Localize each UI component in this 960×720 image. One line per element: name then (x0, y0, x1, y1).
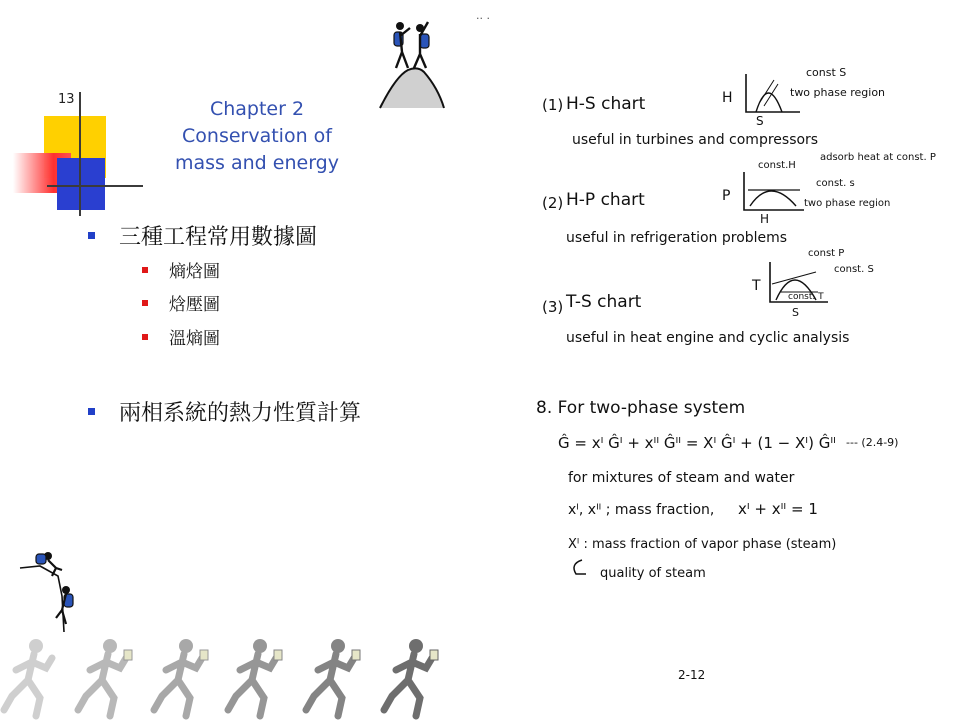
deco-blue-block (57, 158, 105, 210)
rope-climbers-icon (18, 546, 80, 632)
bullet-sub-2 (142, 290, 220, 315)
bullet-main-2 (88, 396, 361, 427)
title-line-2: Conservation of (182, 125, 332, 147)
note-2-desc: useful in refrigeration problems (566, 230, 788, 246)
hp-chart-sketch (740, 170, 806, 216)
page-ref: 2-12 (678, 668, 706, 682)
note-8-heading: 8. For two-phase system (536, 398, 746, 418)
note-3-title: T-S chart (566, 292, 642, 312)
g1-H-label: H (722, 90, 733, 106)
bullet-sub-1 (142, 257, 220, 282)
note-2-label: (2) (542, 194, 564, 212)
bullet-main-1-text: 三種工程常用數據圖 (119, 225, 318, 250)
note-1-label: (1) (542, 96, 564, 114)
g3-const-s: const. S (834, 264, 874, 275)
equation-ref: --- (2.4-9) (846, 436, 899, 449)
note-3-label: (3) (542, 298, 564, 316)
running-figures-icon (0, 636, 460, 720)
g2-const-s: const. s (816, 178, 855, 189)
two-hikers-on-peak-icon (378, 18, 448, 110)
slide-title (150, 96, 364, 177)
note-2-title: H-P chart (566, 190, 645, 210)
g1-const-s: const S (806, 66, 847, 79)
bullet-square (142, 267, 148, 273)
g3-T-label: T (752, 278, 761, 294)
g2-two-phase: two phase region (804, 198, 891, 209)
note-mass-fraction: xᴵ, xᴵᴵ ; mass fraction, (568, 502, 715, 518)
bullet-sub-1-text: 熵焓圖 (169, 262, 220, 282)
deco-vertical-line (79, 92, 81, 216)
g3-S-label: S (792, 306, 799, 319)
g2-const-h: const.H (758, 160, 796, 171)
bullet-sub-2-text: 焓壓圖 (169, 295, 220, 315)
g1-two-phase: two phase region (790, 86, 886, 99)
bullet-sub-3 (142, 324, 220, 349)
bullet-square (142, 300, 148, 306)
g1-S-label: S (756, 114, 764, 128)
note-mixtures: for mixtures of steam and water (568, 470, 795, 486)
deco-horizontal-line (47, 185, 143, 187)
curved-arrow-icon (568, 556, 592, 580)
note-3-desc: useful in heat engine and cyclic analysis (566, 330, 850, 346)
equation-line: Ĝ = xᴵ Ĝᴵ + xᴵᴵ Ĝᴵᴵ = Xᴵ Ĝᴵ + (1 − Xᴵ) Ĝᴵᴵ (558, 434, 836, 452)
note-quality: quality of steam (600, 566, 706, 581)
note-1-title: H-S chart (566, 94, 646, 114)
bullet-square (88, 232, 95, 239)
title-line-3: mass and energy (175, 152, 339, 174)
slide-number: 13 (58, 92, 75, 107)
g3-const-p: const P (808, 248, 845, 259)
g2-H-label: H (760, 212, 770, 226)
bullet-square (88, 408, 95, 415)
bullet-main-1 (88, 220, 317, 251)
note-sum-rule: xᴵ + xᴵᴵ = 1 (738, 500, 818, 518)
bullet-main-2-text: 兩相系統的熱力性質計算 (119, 401, 362, 426)
g2-P-label: P (722, 188, 731, 204)
corner-marks: ·· · (476, 12, 490, 25)
bullet-square (142, 334, 148, 340)
bullet-sub-3-text: 溫熵圖 (169, 329, 220, 349)
note-1-desc: useful in turbines and compressors (572, 132, 819, 148)
g2-absorb: adsorb heat at const. P (820, 152, 936, 163)
title-line-1: Chapter 2 (209, 98, 305, 120)
note-vapor-fraction: Xᴵ : mass fraction of vapor phase (steam) (568, 537, 837, 552)
g3-const-t: const. T (788, 292, 824, 302)
